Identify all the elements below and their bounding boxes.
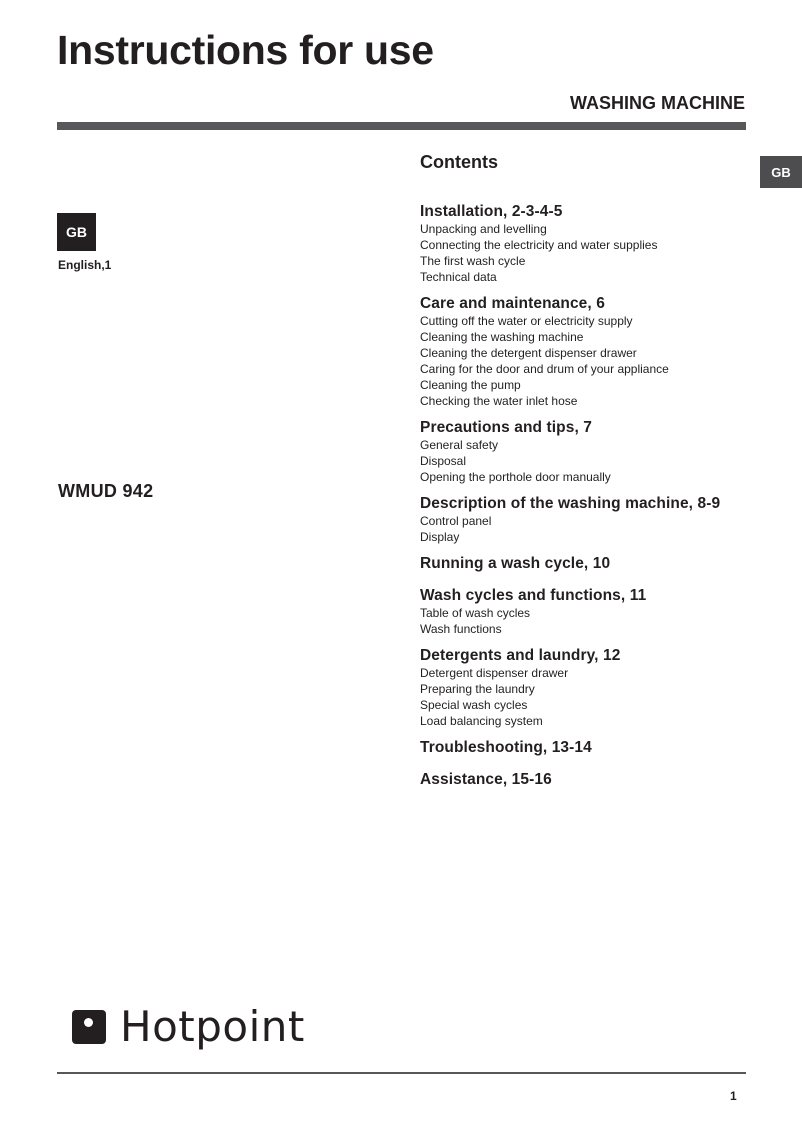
toc-heading[interactable]: Running a wash cycle, 10	[420, 555, 611, 572]
document-title: Instructions for use	[57, 27, 434, 73]
toc-item[interactable]: Table of wash cycles	[420, 606, 531, 620]
toc-item[interactable]: Cleaning the pump	[420, 378, 521, 392]
toc-heading[interactable]: Troubleshooting, 13-14	[420, 739, 592, 756]
footer-divider	[57, 1072, 746, 1074]
toc-item[interactable]: Wash functions	[420, 622, 502, 636]
header-divider	[57, 122, 746, 130]
toc-item[interactable]: Preparing the laundry	[420, 682, 535, 696]
toc-section-running	[420, 555, 760, 573]
brand-logo	[72, 1002, 305, 1051]
toc-heading[interactable]: Wash cycles and functions, 11	[420, 587, 647, 604]
toc-item[interactable]: The first wash cycle	[420, 254, 526, 268]
toc-item[interactable]: Checking the water inlet hose	[420, 394, 578, 408]
toc-section-troubleshooting	[420, 739, 760, 757]
toc-item[interactable]: Detergent dispenser drawer	[420, 666, 569, 680]
toc-item[interactable]: Special wash cycles	[420, 698, 528, 712]
toc-item[interactable]: Technical data	[420, 270, 497, 284]
toc-item[interactable]: Cutting off the water or electricity supply	[420, 314, 633, 328]
toc-item[interactable]: Disposal	[420, 454, 467, 468]
toc-section-description	[420, 495, 760, 545]
hotpoint-logo-icon	[72, 1010, 106, 1044]
toc-item[interactable]: Caring for the door and drum of your appliance	[420, 362, 669, 376]
toc-item[interactable]: Cleaning the detergent dispenser drawer	[420, 346, 637, 360]
toc-heading[interactable]: Care and maintenance, 6	[420, 295, 605, 312]
toc-item[interactable]: Cleaning the washing machine	[420, 330, 584, 344]
toc-section-wash-cycles	[420, 587, 760, 637]
table-of-contents	[420, 203, 760, 803]
product-type: WASHING MACHINE	[570, 93, 745, 113]
toc-section-precautions	[420, 419, 760, 485]
language-side-tab[interactable]: GB	[760, 156, 802, 188]
language-link[interactable]: English,1	[58, 258, 112, 272]
toc-item[interactable]: Load balancing system	[420, 714, 543, 728]
toc-heading[interactable]: Precautions and tips, 7	[420, 419, 592, 436]
toc-heading[interactable]: Detergents and laundry, 12	[420, 647, 621, 664]
brand-name: Hotpoint	[120, 1002, 305, 1051]
toc-section-detergents	[420, 647, 760, 729]
contents-title: Contents	[420, 152, 498, 172]
toc-section-installation	[420, 203, 760, 285]
model-number: WMUD 942	[58, 481, 154, 501]
page-number: 1	[730, 1089, 737, 1103]
language-badge: GB	[57, 213, 96, 251]
toc-item[interactable]: Unpacking and levelling	[420, 222, 547, 236]
toc-section-care	[420, 295, 760, 409]
toc-item[interactable]: Display	[420, 530, 460, 544]
toc-heading[interactable]: Description of the washing machine, 8-9	[420, 495, 721, 512]
toc-item[interactable]: Opening the porthole door manually	[420, 470, 611, 484]
toc-item[interactable]: Connecting the electricity and water supplies	[420, 238, 658, 252]
toc-item[interactable]: General safety	[420, 438, 499, 452]
toc-section-assistance	[420, 771, 760, 789]
toc-item[interactable]: Control panel	[420, 514, 492, 528]
toc-heading[interactable]: Installation, 2-3-4-5	[420, 203, 563, 220]
toc-heading[interactable]: Assistance, 15-16	[420, 771, 552, 788]
